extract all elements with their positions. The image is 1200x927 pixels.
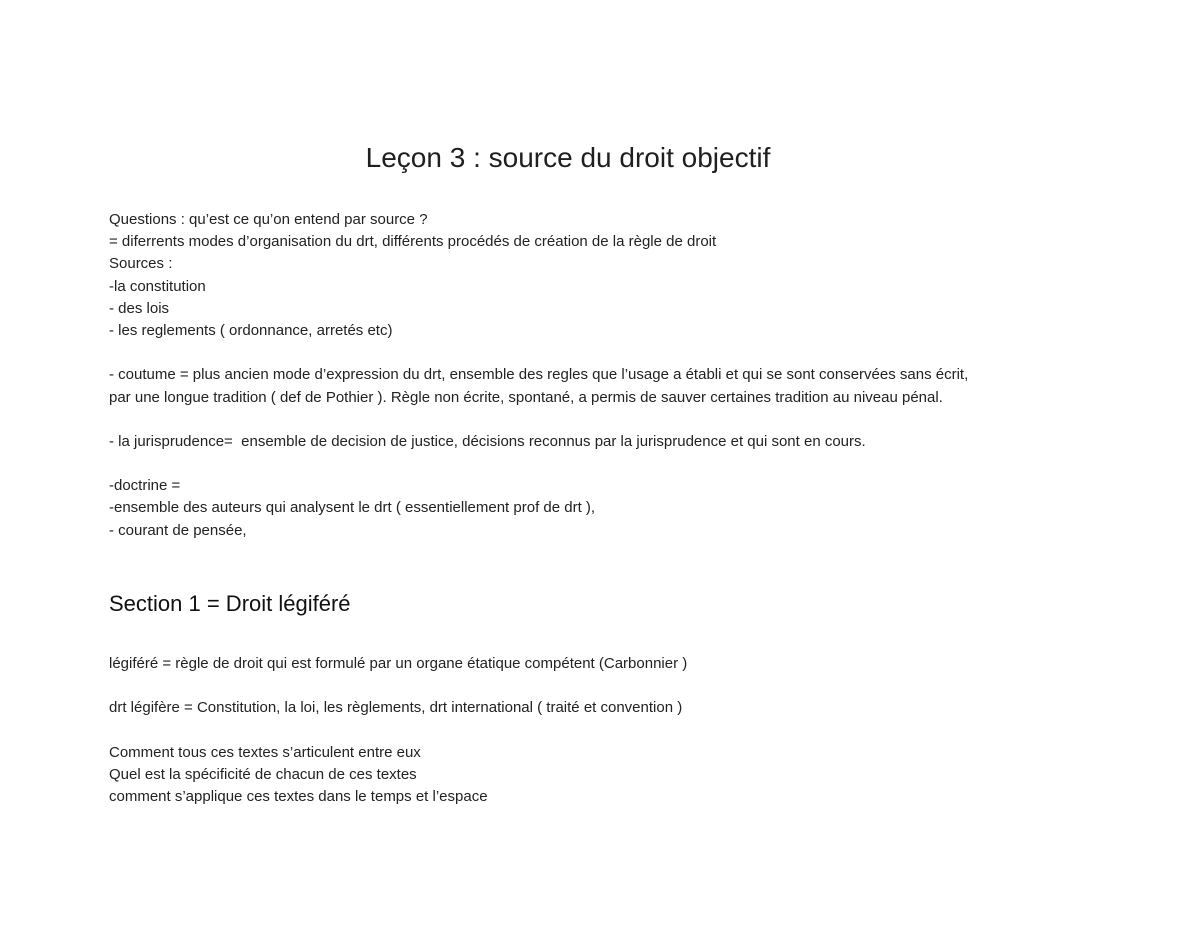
section-heading: Section 1 = Droit légiféré (109, 591, 351, 616)
doctrine-line: -doctrine = (109, 477, 181, 495)
list-item: -la constitution (109, 277, 206, 295)
spacer (109, 675, 1109, 697)
drt-legifere-line: drt légifère = Constitution, la loi, les règlements, drt international ( traité et convention ) (109, 699, 683, 717)
question-item: Quel est la spécificité de chacun de ces textes (109, 765, 417, 783)
sources-label: Sources : (109, 255, 173, 273)
spacer (109, 453, 1109, 475)
coutume-line: par une longue tradition ( def de Pothier ). Règle non écrite, spontané, a permis de sauver certaines tradition au niveau pénal. (109, 388, 943, 406)
question-item: Comment tous ces textes s’articulent entre eux (109, 743, 421, 761)
spacer (109, 342, 1109, 364)
doctrine-line: - courant de pensée, (109, 521, 247, 539)
legifere-definition-line: légiféré = règle de droit qui est formulé par un organe étatique compétent (Carbonnier ) (109, 655, 688, 672)
definition-line: = diferrents modes d’organisation du drt, différents procédés de création de la règle de droit (109, 233, 717, 251)
jurisprudence-line: - la jurisprudence= ensemble de decision de justice, décisions reconnus par la jurisprudence et qui sont en cours. (109, 432, 866, 450)
section1-block (109, 653, 1109, 808)
question-item: comment s’applique ces textes dans le temps et l’espace (109, 788, 488, 806)
spacer (109, 720, 1109, 742)
question-line: Questions : qu’est ce qu’on entend par source ? (109, 211, 428, 228)
list-item: - des lois (109, 299, 170, 317)
page-title: Leçon 3 : source du droit objectif (365, 142, 771, 173)
spacer (109, 409, 1109, 431)
intro-block (109, 209, 1109, 542)
list-item: - les reglements ( ordonnance, arretés etc) (109, 321, 393, 339)
coutume-line: - coutume = plus ancien mode d’expression du drt, ensemble des regles que l’usage a établi et qui se sont conservées sans écrit, (109, 366, 969, 384)
doctrine-line: -ensemble des auteurs qui analysent le drt ( essentiellement prof de drt ), (109, 499, 596, 517)
